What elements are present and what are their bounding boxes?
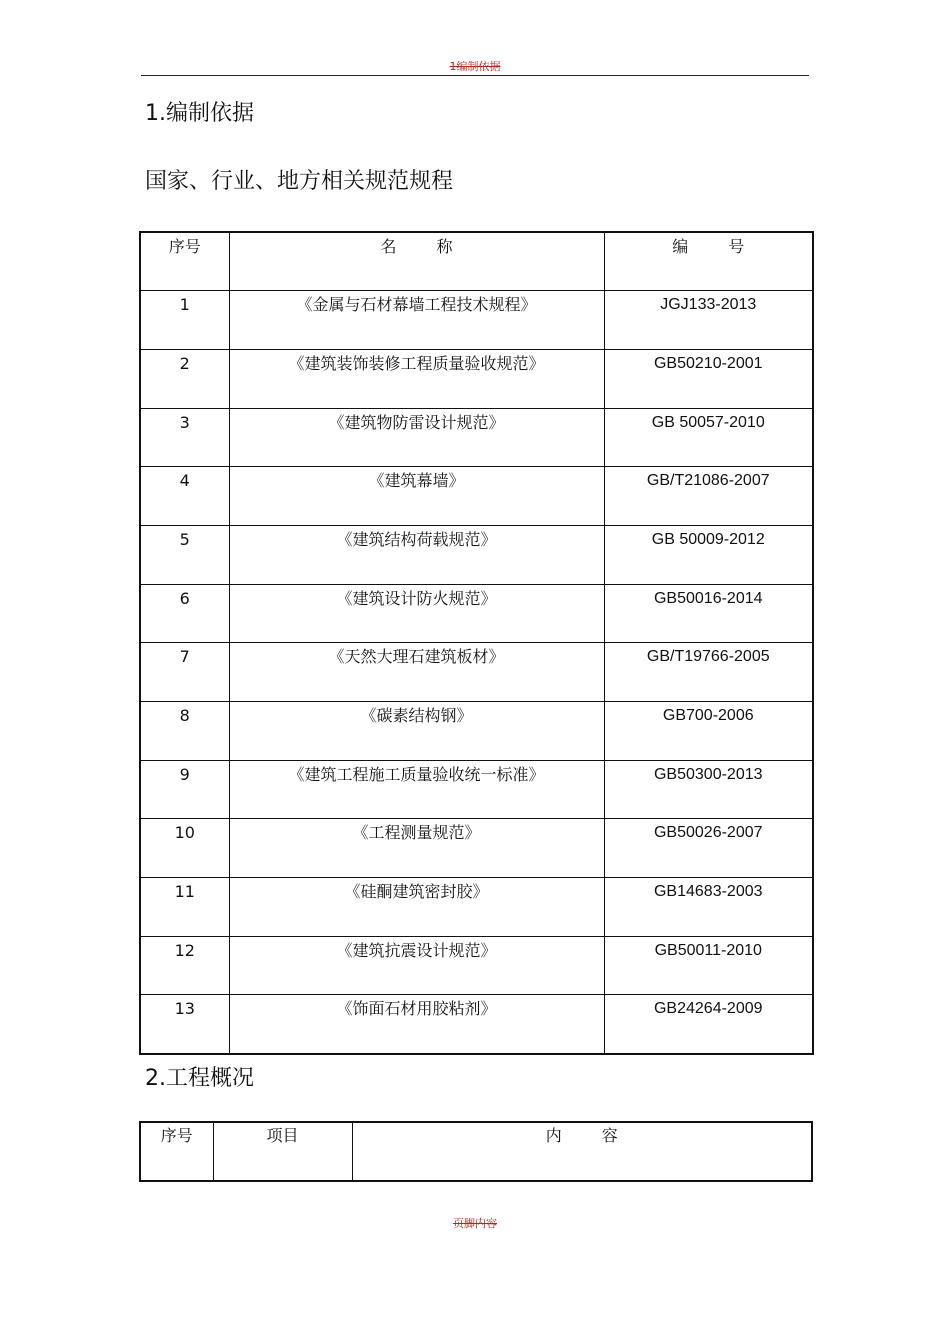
header-code-char-1: 编 bbox=[672, 237, 689, 256]
table-header-row bbox=[140, 232, 813, 291]
row-standard-name: 《金属与石材幕墙工程技术规程》 bbox=[229, 291, 604, 350]
row-index: 10 bbox=[140, 819, 229, 878]
row-standard-code: GB 50057-2010 bbox=[604, 408, 813, 467]
row-index: 3 bbox=[140, 408, 229, 467]
header-content-char-1: 内 bbox=[545, 1126, 562, 1145]
header-name-char-1: 名 bbox=[380, 237, 397, 256]
header-divider bbox=[141, 75, 809, 76]
row-index: 7 bbox=[140, 643, 229, 702]
table-row bbox=[140, 760, 813, 819]
row-standard-code: GB24264-2009 bbox=[604, 995, 813, 1054]
header-name-char-2: 称 bbox=[436, 237, 453, 256]
row-index: 9 bbox=[140, 760, 229, 819]
row-standard-name: 《建筑幕墙》 bbox=[229, 467, 604, 526]
header-item: 项目 bbox=[213, 1122, 352, 1181]
section-subheading-standards: 国家、行业、地方相关规范规程 bbox=[145, 169, 454, 194]
row-standard-code: GB50026-2007 bbox=[604, 819, 813, 878]
row-index: 6 bbox=[140, 584, 229, 643]
row-index: 13 bbox=[140, 995, 229, 1054]
table-row bbox=[140, 819, 813, 878]
row-standard-name: 《碳素结构钢》 bbox=[229, 702, 604, 761]
row-index: 1 bbox=[140, 291, 229, 350]
page-footer-text: 页脚内容 bbox=[453, 1217, 497, 1230]
row-standard-code: GB 50009-2012 bbox=[604, 525, 813, 584]
section-heading-overview: 2.工程概况 bbox=[145, 1066, 254, 1091]
row-standard-code: GB50016-2014 bbox=[604, 584, 813, 643]
row-standard-code: GB14683-2003 bbox=[604, 878, 813, 937]
table-row bbox=[140, 995, 813, 1054]
row-index: 4 bbox=[140, 467, 229, 526]
row-standard-name: 《天然大理石建筑板材》 bbox=[229, 643, 604, 702]
table-row bbox=[140, 467, 813, 526]
row-standard-code: GB/T21086-2007 bbox=[604, 467, 813, 526]
project-overview-table bbox=[139, 1121, 813, 1182]
row-index: 2 bbox=[140, 349, 229, 408]
page-header-text: 1编制依据 bbox=[449, 60, 501, 73]
table-row bbox=[140, 643, 813, 702]
header-code bbox=[604, 232, 813, 291]
header-code-char-2: 号 bbox=[728, 237, 745, 256]
table-header-row bbox=[140, 1122, 812, 1181]
row-standard-name: 《建筑抗震设计规范》 bbox=[229, 936, 604, 995]
header-index: 序号 bbox=[140, 1122, 213, 1181]
row-index: 8 bbox=[140, 702, 229, 761]
header-content bbox=[352, 1122, 812, 1181]
table-row bbox=[140, 408, 813, 467]
table-row bbox=[140, 584, 813, 643]
row-standard-code: GB50300-2013 bbox=[604, 760, 813, 819]
row-standard-code: GB700-2006 bbox=[604, 702, 813, 761]
row-standard-name: 《建筑结构荷载规范》 bbox=[229, 525, 604, 584]
table-row bbox=[140, 878, 813, 937]
row-index: 5 bbox=[140, 525, 229, 584]
row-standard-name: 《建筑物防雷设计规范》 bbox=[229, 408, 604, 467]
row-standard-code: GB50210-2001 bbox=[604, 349, 813, 408]
row-standard-code: GB50011-2010 bbox=[604, 936, 813, 995]
row-index: 12 bbox=[140, 936, 229, 995]
row-standard-name: 《工程测量规范》 bbox=[229, 819, 604, 878]
row-standard-code: GB/T19766-2005 bbox=[604, 643, 813, 702]
header-content-char-2: 容 bbox=[601, 1126, 618, 1145]
header-index: 序号 bbox=[140, 232, 229, 291]
table-row bbox=[140, 936, 813, 995]
table-row bbox=[140, 702, 813, 761]
table-row bbox=[140, 291, 813, 350]
header-name bbox=[229, 232, 604, 291]
row-standard-name: 《建筑工程施工质量验收统一标准》 bbox=[229, 760, 604, 819]
section-heading-basis: 1.编制依据 bbox=[145, 101, 254, 126]
row-standard-name: 《建筑设计防火规范》 bbox=[229, 584, 604, 643]
row-standard-name: 《饰面石材用胶粘剂》 bbox=[229, 995, 604, 1054]
table-row bbox=[140, 349, 813, 408]
table-row bbox=[140, 525, 813, 584]
standards-table bbox=[139, 231, 814, 1055]
row-index: 11 bbox=[140, 878, 229, 937]
row-standard-name: 《硅酮建筑密封胶》 bbox=[229, 878, 604, 937]
row-standard-name: 《建筑装饰装修工程质量验收规范》 bbox=[229, 349, 604, 408]
row-standard-code: JGJ133-2013 bbox=[604, 291, 813, 350]
